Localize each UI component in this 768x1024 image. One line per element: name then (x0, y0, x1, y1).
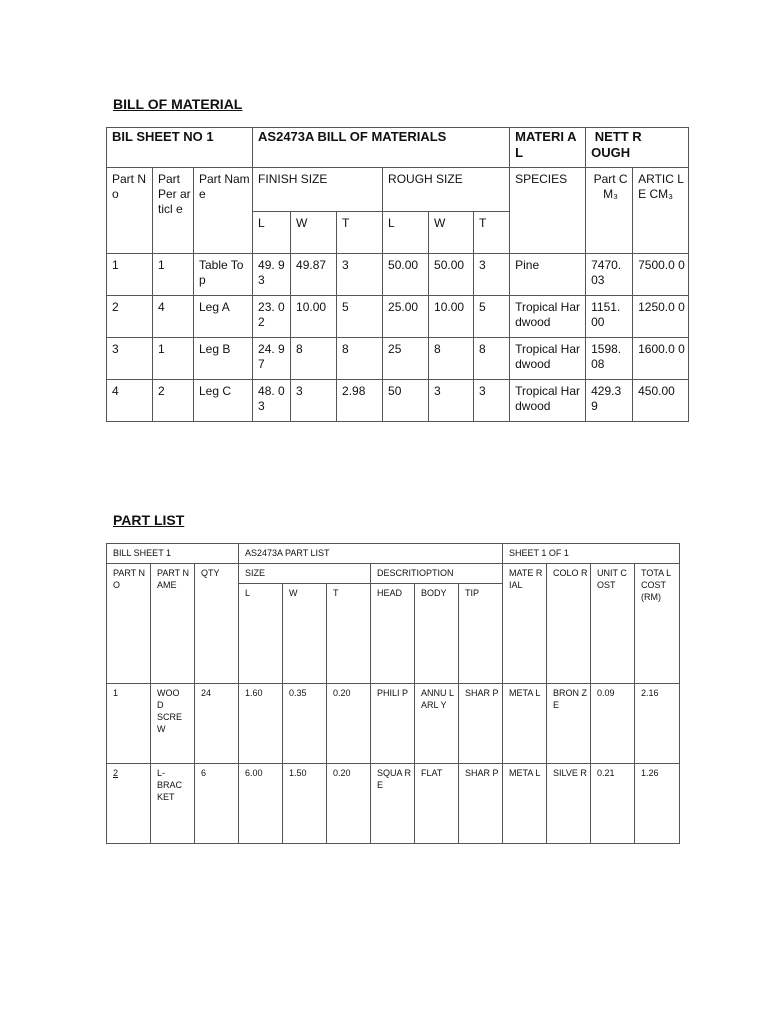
bom-cell-finish-t: 2.98 (337, 380, 383, 422)
bom-cell-finish-t: 5 (337, 296, 383, 338)
pl-desc-head: HEAD (371, 584, 415, 684)
pl-cell-t: 0.20 (327, 764, 371, 844)
bom-cell-finish-t: 8 (337, 338, 383, 380)
pl-cell-w: 1.50 (283, 764, 327, 844)
pl-cell-body: ANNU LARL Y (415, 684, 459, 764)
pl-cell-tip: SHAR P (459, 684, 503, 764)
bom-cell-rough-w: 8 (429, 338, 474, 380)
table-row (107, 254, 689, 296)
part-list-table (106, 543, 680, 844)
pl-cell-part-name: L- BRAC KET (151, 764, 195, 844)
bom-cell-rough-w: 10.00 (429, 296, 474, 338)
part-list-heading: PART LIST (113, 512, 185, 528)
pl-size-l: L (239, 584, 283, 684)
bom-cell-species: Tropical Hardwood (510, 338, 586, 380)
pl-cell-w: 0.35 (283, 684, 327, 764)
bom-rough-w: W (429, 212, 474, 254)
bom-nett-rough-header: NETT ROUGH (586, 128, 689, 168)
table-row (107, 338, 689, 380)
bom-cell-part-per: 4 (153, 296, 194, 338)
bom-cell-finish-l: 48. 03 (253, 380, 291, 422)
bom-cell-rough-l: 50 (383, 380, 429, 422)
pl-col-total-cost: TOTA L COST (RM) (635, 564, 680, 684)
pl-cell-l: 1.60 (239, 684, 283, 764)
pl-title: AS2473A PART LIST (239, 544, 503, 564)
bom-part-cm3-header: Part CM₃ (586, 168, 633, 254)
pl-cell-part-name: WOO D SCRE W (151, 684, 195, 764)
bom-cell-rough-l: 25.00 (383, 296, 429, 338)
pl-cell-t: 0.20 (327, 684, 371, 764)
bom-cell-finish-w: 10.00 (291, 296, 337, 338)
table-row (107, 764, 680, 844)
bom-cell-part-cm3: 7470. 03 (586, 254, 633, 296)
bom-finish-t: T (337, 212, 383, 254)
bom-cell-finish-w: 3 (291, 380, 337, 422)
bom-cell-part-per: 1 (153, 254, 194, 296)
bom-cell-part-cm3: 429.3 9 (586, 380, 633, 422)
bom-cell-rough-l: 25 (383, 338, 429, 380)
pl-cell-unit-cost: 0.21 (591, 764, 635, 844)
pl-cell-material: META L (503, 764, 547, 844)
bom-cell-part-per: 2 (153, 380, 194, 422)
bom-col-part-no: Part No (107, 168, 153, 254)
pl-cell-qty: 24 (195, 684, 239, 764)
bom-finish-size-header: FINISH SIZE (253, 168, 383, 212)
pl-size-w: W (283, 584, 327, 684)
bom-heading: BILL OF MATERIAL (113, 96, 243, 112)
bom-cell-rough-t: 8 (474, 338, 510, 380)
pl-cell-body: FLAT (415, 764, 459, 844)
bom-cell-species: Tropical Hardwood (510, 296, 586, 338)
pl-col-part-no: PART NO (107, 564, 151, 684)
bom-cell-rough-t: 5 (474, 296, 510, 338)
bom-cell-part-no: 3 (107, 338, 153, 380)
pl-col-qty: QTY (195, 564, 239, 684)
table-row (107, 380, 689, 422)
pl-cell-l: 6.00 (239, 764, 283, 844)
bom-cell-rough-w: 50.00 (429, 254, 474, 296)
bom-species-header: SPECIES (510, 168, 586, 254)
pl-col-unit-cost: UNIT COST (591, 564, 635, 684)
bom-col-part-per-article: Part Per articl e (153, 168, 194, 254)
bom-cell-part-no: 1 (107, 254, 153, 296)
bom-cell-part-name: Table Top (194, 254, 253, 296)
pl-sheet-of: SHEET 1 OF 1 (503, 544, 680, 564)
pl-cell-qty: 6 (195, 764, 239, 844)
bom-cell-part-no: 2 (107, 296, 153, 338)
bom-cell-part-no: 4 (107, 380, 153, 422)
bom-cell-part-cm3: 1598. 08 (586, 338, 633, 380)
pl-cell-head: PHILI P (371, 684, 415, 764)
pl-col-part-name: PART NAME (151, 564, 195, 684)
table-row (107, 296, 689, 338)
bom-cell-finish-w: 49.87 (291, 254, 337, 296)
pl-description-header: DESCRITIOPTION (371, 564, 503, 584)
bom-cell-part-cm3: 1151. 00 (586, 296, 633, 338)
pl-cell-material: META L (503, 684, 547, 764)
pl-cell-unit-cost: 0.09 (591, 684, 635, 764)
bom-cell-finish-l: 24. 97 (253, 338, 291, 380)
bom-cell-part-per: 1 (153, 338, 194, 380)
bom-cell-finish-w: 8 (291, 338, 337, 380)
pl-cell-total-cost: 2.16 (635, 684, 680, 764)
pl-cell-color: SILVE R (547, 764, 591, 844)
bom-cell-rough-w: 3 (429, 380, 474, 422)
bom-cell-article-cm3: 1600.0 0 (633, 338, 689, 380)
bom-article-cm3-header: ARTIC LE CM₃ (633, 168, 689, 254)
bom-cell-rough-l: 50.00 (383, 254, 429, 296)
bom-cell-article-cm3: 1250.0 0 (633, 296, 689, 338)
bom-finish-l: L (253, 212, 291, 254)
pl-col-color: COLO R (547, 564, 591, 684)
bom-cell-part-name: Leg B (194, 338, 253, 380)
bom-cell-species: Tropical Hardwood (510, 380, 586, 422)
bom-cell-article-cm3: 7500.0 0 (633, 254, 689, 296)
bom-finish-w: W (291, 212, 337, 254)
pl-cell-part-no: 2 (107, 764, 151, 844)
bom-cell-rough-t: 3 (474, 254, 510, 296)
bom-rough-size-header: ROUGH SIZE (383, 168, 510, 212)
pl-desc-tip: TIP (459, 584, 503, 684)
pl-cell-color: BRON ZE (547, 684, 591, 764)
table-row (107, 684, 680, 764)
bom-rough-t: T (474, 212, 510, 254)
bom-cell-part-name: Leg A (194, 296, 253, 338)
pl-size-t: T (327, 584, 371, 684)
bom-cell-finish-l: 49. 93 (253, 254, 291, 296)
bom-sheet-no: BIL SHEET NO 1 (107, 128, 253, 168)
bom-title: AS2473A BILL OF MATERIALS (253, 128, 510, 168)
pl-bill-sheet: BILL SHEET 1 (107, 544, 239, 564)
pl-col-material: MATE RIAL (503, 564, 547, 684)
bom-cell-part-name: Leg C (194, 380, 253, 422)
bom-cell-finish-l: 23. 02 (253, 296, 291, 338)
pl-size-header: SIZE (239, 564, 371, 584)
bom-col-part-name: Part Name (194, 168, 253, 254)
bom-material-header: MATERI AL (510, 128, 586, 168)
bom-cell-species: Pine (510, 254, 586, 296)
bom-cell-rough-t: 3 (474, 380, 510, 422)
pl-cell-head: SQUA RE (371, 764, 415, 844)
bom-rough-l: L (383, 212, 429, 254)
pl-cell-total-cost: 1.26 (635, 764, 680, 844)
bom-cell-finish-t: 3 (337, 254, 383, 296)
pl-cell-part-no: 1 (107, 684, 151, 764)
pl-cell-tip: SHAR P (459, 764, 503, 844)
bill-of-material-table (106, 127, 689, 422)
pl-desc-body: BODY (415, 584, 459, 684)
bom-cell-article-cm3: 450.00 (633, 380, 689, 422)
